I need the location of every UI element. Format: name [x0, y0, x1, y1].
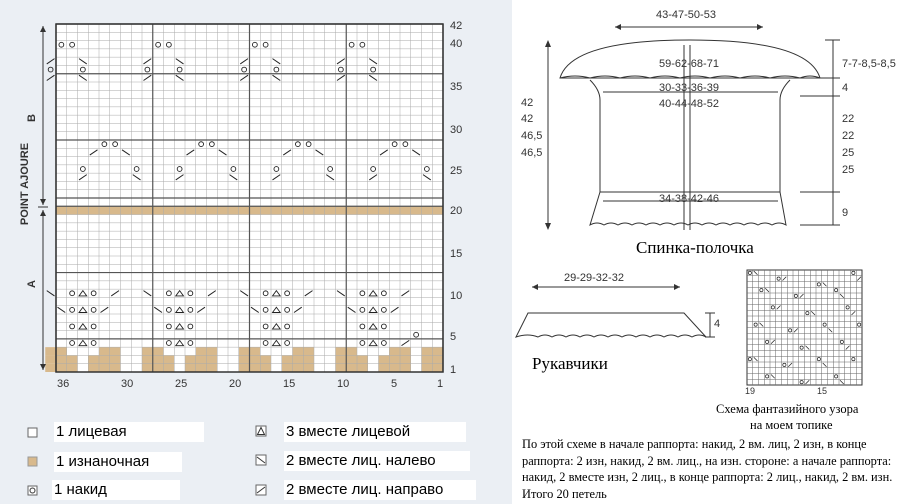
purl-cell — [153, 355, 164, 363]
row-number: 10 — [450, 290, 463, 302]
purl-cell — [250, 355, 261, 363]
purl-cell — [142, 364, 153, 372]
legend-k3tog-label: 3 вместе лицевой — [284, 422, 466, 442]
back-right-dim: 7-7-8,5-8,5 — [842, 58, 896, 70]
purl-cell — [88, 364, 99, 372]
mini-row-label: 19 — [745, 386, 756, 396]
purl-cell — [67, 355, 78, 363]
purl-cell — [422, 364, 433, 372]
purl-cell — [357, 364, 368, 372]
back-left-dim: 46,5 — [521, 130, 543, 142]
sleeve-height: 4 — [714, 318, 721, 330]
purl-cell — [99, 347, 110, 355]
purl-cell — [56, 347, 67, 355]
purl-cell — [357, 355, 368, 363]
purl-cell — [142, 355, 153, 363]
row-number: 42 — [450, 20, 463, 32]
purl-cell — [185, 355, 196, 363]
back-right-dim: 22 — [842, 130, 855, 142]
purl-cell — [282, 355, 293, 363]
purl-cell — [346, 364, 357, 372]
purl-cell — [379, 364, 390, 372]
col-number: 25 — [175, 378, 188, 390]
sleeve-pattern-title: Рукавчики — [532, 354, 608, 373]
mini-caption-2: на моем топике — [750, 418, 833, 432]
purl-cell — [432, 347, 443, 355]
purl-cell — [164, 355, 175, 363]
right-dec-mark — [47, 59, 55, 64]
purl-cell — [196, 364, 207, 372]
purl-cell — [303, 347, 314, 355]
arrow-head — [532, 284, 538, 290]
point-ajoure-label: POINT AJOURE — [19, 142, 31, 226]
purl-cell — [164, 364, 175, 372]
purl-cell — [110, 355, 121, 363]
back-mid-width2: 40-44-48-52 — [659, 98, 719, 110]
filled-square-icon — [27, 456, 39, 468]
purl-cell — [260, 364, 271, 372]
arrow-head — [545, 40, 551, 47]
row-number: 1 — [450, 364, 457, 376]
purl-cell — [207, 355, 218, 363]
col-number: 36 — [57, 378, 70, 390]
purl-cell — [250, 347, 261, 355]
purl-cell — [346, 347, 357, 355]
purl-cell — [239, 364, 250, 372]
purl-cell — [45, 347, 56, 355]
purl-cell — [400, 364, 411, 372]
purl-cell — [400, 355, 411, 363]
purl-cell — [45, 364, 56, 372]
purl-cell — [400, 347, 411, 355]
row-number: 25 — [450, 165, 463, 177]
left-slant-icon — [255, 454, 268, 467]
purl-cell — [196, 355, 207, 363]
purl-cell — [250, 364, 261, 372]
col-number: 1 — [437, 378, 444, 390]
purl-cell — [422, 347, 433, 355]
back-right-dim: 25 — [842, 147, 855, 159]
purl-cell — [99, 355, 110, 363]
purl-cell — [260, 355, 271, 363]
arrow-head — [40, 210, 46, 216]
purl-cell — [336, 355, 347, 363]
purl-cell — [99, 364, 110, 372]
purl-cell — [45, 355, 56, 363]
purl-cell — [196, 347, 207, 355]
purl-cell — [142, 347, 153, 355]
back-pattern-title: Спинка-полочка — [636, 238, 754, 257]
purl-cell — [432, 355, 443, 363]
purl-cell — [282, 364, 293, 372]
col-number: 10 — [337, 378, 350, 390]
purl-cell — [389, 347, 400, 355]
purl-cell — [153, 364, 164, 372]
section-a-label: A — [25, 280, 38, 288]
purl-cell — [293, 355, 304, 363]
arrow-head — [40, 26, 46, 32]
mini-caption-1: Схема фантазийного узора — [716, 402, 859, 416]
purl-cell — [346, 355, 357, 363]
col-number: 20 — [229, 378, 242, 390]
sleeve-width: 29-29-32-32 — [564, 272, 624, 284]
purl-cell — [239, 355, 250, 363]
arrow-head — [40, 364, 46, 370]
purl-cell — [153, 347, 164, 355]
empty-square-icon — [27, 427, 39, 439]
back-top-width: 43-47-50-53 — [656, 9, 716, 21]
arrow-head — [545, 223, 551, 230]
purl-cell — [432, 364, 443, 372]
back-right-dim: 4 — [842, 82, 849, 94]
row-number: 20 — [450, 205, 463, 217]
purl-cell — [336, 347, 347, 355]
arrow-head — [40, 199, 46, 205]
legend-purl-label: 1 изнаночная — [54, 452, 182, 472]
purl-cell — [293, 347, 304, 355]
col-number: 30 — [121, 378, 134, 390]
back-left-dim: 42 — [521, 113, 534, 125]
col-number: 5 — [391, 378, 398, 390]
purl-cell — [110, 364, 121, 372]
purl-cell — [207, 347, 218, 355]
legend-yarnover-label: 1 накид — [52, 480, 180, 500]
pattern-description: По этой схеме в начале раппорта: накид, 2 вм. лиц, 2 изн, в конце раппорта: 2 изн, накид, 2 вм. лиц., на изн. стороне: а начале раппорта: накид, 2 вместе изн, 2 лиц., в конце раппорта: 2 лиц., накид, 2 вм. изн. Итого 20 петель — [522, 437, 893, 502]
row-number: 5 — [450, 331, 457, 343]
col-number: 15 — [283, 378, 296, 390]
row-number: 35 — [450, 81, 463, 93]
back-right-dim: 25 — [842, 164, 855, 176]
purl-cell — [207, 364, 218, 372]
purl-cell — [379, 355, 390, 363]
row-number: 40 — [450, 38, 463, 50]
purl-cell — [336, 364, 347, 372]
purl-cell — [303, 364, 314, 372]
back-left-dim: 42 — [521, 97, 534, 109]
legend-right-dec-label: 2 вместе лиц. направо — [284, 480, 476, 500]
purl-cell — [293, 364, 304, 372]
yarn-over-icon — [27, 485, 39, 497]
arrow-head — [757, 24, 763, 30]
purl-cell — [185, 364, 196, 372]
back-yoke-width: 59-62-68-71 — [659, 58, 719, 70]
left-dec-mark — [47, 291, 55, 296]
legend-left-dec-label: 2 вместе лиц. налево — [284, 451, 470, 471]
back-right-dim: 9 — [842, 207, 849, 219]
purl-cell — [389, 355, 400, 363]
back-left-dim: 46,5 — [521, 147, 543, 159]
arrow-head — [674, 284, 680, 290]
back-mid-width1: 30-33-36-39 — [659, 82, 719, 94]
purl-cell — [67, 364, 78, 372]
row-number: 15 — [450, 248, 463, 260]
yarn-over-mark — [48, 67, 53, 72]
section-b-label: B — [25, 114, 38, 122]
purl-cell — [110, 347, 121, 355]
purl-cell — [303, 355, 314, 363]
legend-knit-label: 1 лицевая — [54, 422, 204, 442]
back-right-dim: 22 — [842, 113, 855, 125]
row-number: 30 — [450, 124, 463, 136]
right-dec-mark — [47, 75, 55, 80]
right-slant-icon — [255, 484, 268, 497]
purl-cell — [389, 364, 400, 372]
purl-cell — [239, 347, 250, 355]
purl-cell — [88, 355, 99, 363]
purl-cell — [56, 355, 67, 363]
purl-cell — [56, 364, 67, 372]
purl-cell — [422, 355, 433, 363]
back-bottom-width: 34-38-42-46 — [659, 193, 719, 205]
arrow-head — [615, 24, 621, 30]
triangle-icon — [255, 425, 268, 438]
sleeve-shape — [516, 313, 706, 337]
mini-col-label: 15 — [817, 386, 828, 396]
